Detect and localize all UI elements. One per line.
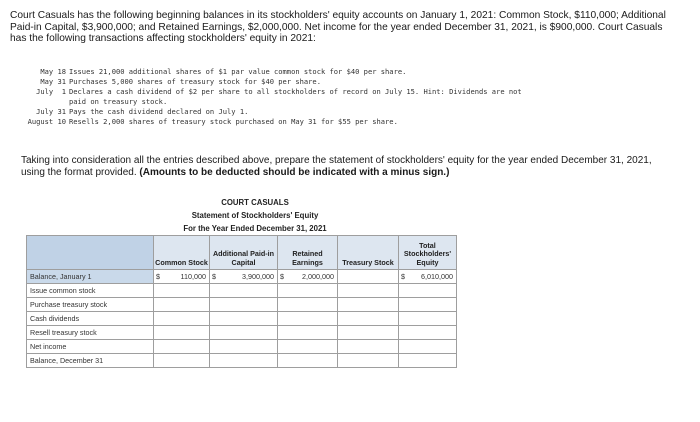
- transaction-row: [14, 67, 674, 77]
- input-cell[interactable]: [338, 326, 399, 340]
- input-cell[interactable]: [338, 340, 399, 354]
- statement-title: Statement of Stockholders' Equity: [191, 211, 319, 220]
- company-name: COURT CASUALS: [221, 198, 289, 207]
- table-row: [27, 270, 457, 284]
- table-row: [27, 312, 457, 326]
- transaction-desc: Pays the cash dividend declared on July 1.: [69, 107, 249, 116]
- instructions: [21, 155, 661, 178]
- transaction-date: [14, 97, 69, 107]
- transaction-desc: Issues 21,000 additional shares of $1 par value common stock for $40 per share.: [69, 67, 407, 76]
- instructions-text: Taking into consideration all the entries described above, prepare the statement of stockholders' equity for the year ended December 31, 2021, using the format provided.: [21, 155, 652, 178]
- currency-symbol: $: [280, 272, 284, 281]
- input-cell[interactable]: [399, 354, 457, 368]
- row-label: Cash dividends: [27, 312, 154, 326]
- input-cell[interactable]: [154, 298, 210, 312]
- input-cell[interactable]: [278, 354, 338, 368]
- input-cell[interactable]: [210, 354, 278, 368]
- input-cell[interactable]: [210, 312, 278, 326]
- col-retained-earnings: Retained Earnings: [278, 236, 338, 270]
- cell-apic: [210, 270, 278, 284]
- transaction-row: [14, 87, 674, 97]
- transaction-date: May 18: [40, 67, 66, 76]
- transaction-date: May 31: [40, 77, 66, 86]
- input-cell[interactable]: [154, 312, 210, 326]
- transaction-date: July 1: [36, 87, 66, 96]
- table-row: [27, 326, 457, 340]
- input-cell[interactable]: [210, 284, 278, 298]
- row-label: Balance, December 31: [27, 354, 154, 368]
- row-label: Resell treasury stock: [27, 326, 154, 340]
- transaction-desc: Purchases 5,000 shares of treasury stock for $40 per share.: [69, 77, 321, 86]
- cell-retained: [278, 270, 338, 284]
- statement-heading: [155, 196, 355, 235]
- input-cell[interactable]: [154, 326, 210, 340]
- problem-intro: Court Casuals has the following beginning balances in its stockholders' equity accounts on January 1, 2021: Common Stock, $110,000; Additional Paid-in Capital, $3,900,000; and Retained Earnings, $2,000,000. Net income for the year ended December 31, 2021, is $900,000. Court Casuals has the following transactions affecting stockholders' equity in 2021:: [10, 10, 666, 45]
- transactions-list: [14, 67, 674, 127]
- transaction-row: [14, 77, 674, 87]
- input-cell[interactable]: [154, 340, 210, 354]
- input-cell[interactable]: [399, 298, 457, 312]
- table-row: [27, 298, 457, 312]
- input-cell[interactable]: [278, 326, 338, 340]
- cell-common: [154, 270, 210, 284]
- col-common-stock: Common Stock: [154, 236, 210, 270]
- cell-value: 2,000,000: [302, 272, 334, 281]
- col-total-equity: Total Stockholders' Equity: [399, 236, 457, 270]
- currency-symbol: $: [401, 272, 405, 281]
- input-cell[interactable]: [338, 284, 399, 298]
- input-cell[interactable]: [399, 340, 457, 354]
- input-cell[interactable]: [399, 284, 457, 298]
- input-cell[interactable]: [210, 340, 278, 354]
- row-label-header: [27, 236, 154, 270]
- transaction-desc: Resells 2,000 shares of treasury stock purchased on May 31 for $55 per share.: [69, 117, 398, 126]
- input-cell[interactable]: [278, 340, 338, 354]
- table-row: [27, 284, 457, 298]
- table-row: [27, 340, 457, 354]
- transaction-date: August 10: [27, 117, 66, 126]
- instructions-note: (Amounts to be deducted should be indicated with a minus sign.): [139, 166, 450, 178]
- input-cell[interactable]: [278, 298, 338, 312]
- input-cell[interactable]: [338, 354, 399, 368]
- input-cell[interactable]: [399, 326, 457, 340]
- input-cell[interactable]: [210, 298, 278, 312]
- input-cell[interactable]: [278, 284, 338, 298]
- input-cell[interactable]: [278, 312, 338, 326]
- col-treasury-stock: Treasury Stock: [338, 236, 399, 270]
- header-row: [27, 236, 457, 270]
- transaction-row: [14, 117, 674, 127]
- currency-symbol: $: [212, 272, 216, 281]
- cell-value: 3,900,000: [242, 272, 274, 281]
- table-row: [27, 354, 457, 368]
- row-label: Balance, January 1: [27, 270, 154, 284]
- col-apic: Additional Paid-in Capital: [210, 236, 278, 270]
- currency-symbol: $: [156, 272, 160, 281]
- statement-table: [26, 235, 457, 368]
- input-cell[interactable]: [154, 354, 210, 368]
- input-cell[interactable]: [399, 312, 457, 326]
- transaction-row: [14, 107, 674, 117]
- row-label: Issue common stock: [27, 284, 154, 298]
- transaction-desc: Declares a cash dividend of $2 per share to all stockholders of record on July 15. Hint: Dividends are not: [69, 87, 522, 96]
- cell-treasury[interactable]: [338, 270, 399, 284]
- input-cell[interactable]: [210, 326, 278, 340]
- input-cell[interactable]: [338, 298, 399, 312]
- input-cell[interactable]: [154, 284, 210, 298]
- input-cell[interactable]: [338, 312, 399, 326]
- row-label: Purchase treasury stock: [27, 298, 154, 312]
- cell-value: 110,000: [180, 272, 206, 281]
- transaction-date: July 31: [36, 107, 66, 116]
- statement-period: For the Year Ended December 31, 2021: [183, 224, 327, 233]
- cell-total: [399, 270, 457, 284]
- transaction-row: [14, 97, 674, 107]
- transaction-desc: paid on treasury stock.: [69, 97, 168, 106]
- cell-value: 6,010,000: [421, 272, 453, 281]
- row-label: Net income: [27, 340, 154, 354]
